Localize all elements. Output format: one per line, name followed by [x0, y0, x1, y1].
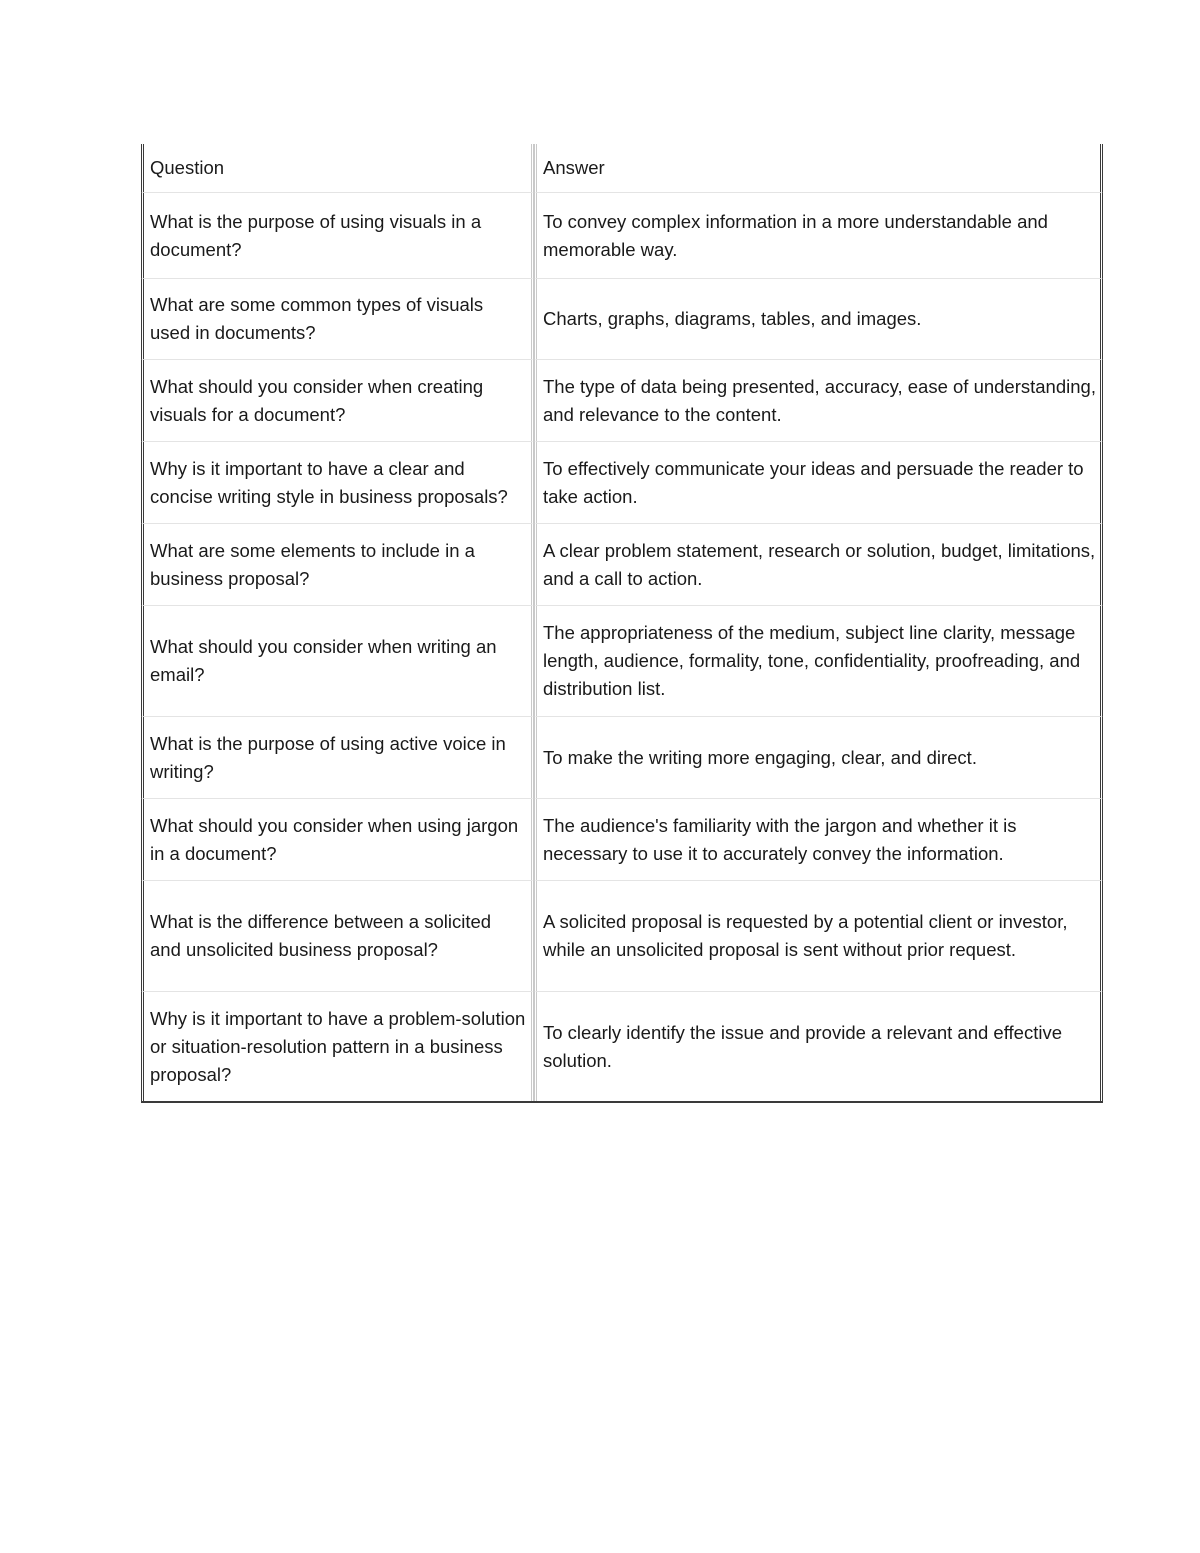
table-header-row: [141, 144, 1103, 193]
table-row: [141, 193, 1103, 279]
question-cell: Why is it important to have a clear and concise writing style in business proposals?: [141, 442, 534, 524]
table-row: [141, 606, 1103, 717]
question-column-header: Question: [141, 144, 534, 193]
table-row: [141, 524, 1103, 606]
answer-cell: A solicited proposal is requested by a potential client or investor, while an unsolicited proposal is sent without prior request.: [534, 881, 1103, 992]
question-cell: What is the purpose of using active voice in writing?: [141, 717, 534, 799]
table-row: [141, 799, 1103, 881]
answer-cell: To clearly identify the issue and provide a relevant and effective solution.: [534, 992, 1103, 1101]
question-cell: What are some common types of visuals used in documents?: [141, 279, 534, 360]
table-row: [141, 360, 1103, 442]
answer-cell: Charts, graphs, diagrams, tables, and images.: [534, 279, 1103, 360]
answer-cell: A clear problem statement, research or solution, budget, limitations, and a call to action.: [534, 524, 1103, 606]
answer-cell: The appropriateness of the medium, subject line clarity, message length, audience, formality, tone, confidentiality, proofreading, and distribution list.: [534, 606, 1103, 717]
question-cell: What should you consider when using jargon in a document?: [141, 799, 534, 881]
answer-cell: To make the writing more engaging, clear, and direct.: [534, 717, 1103, 799]
table-row: [141, 279, 1103, 360]
table-row: [141, 992, 1103, 1101]
qa-table: [141, 144, 1103, 1103]
table-row: [141, 881, 1103, 992]
table-row: [141, 442, 1103, 524]
question-cell: What is the purpose of using visuals in a document?: [141, 193, 534, 279]
table-row: [141, 717, 1103, 799]
answer-cell: To effectively communicate your ideas and persuade the reader to take action.: [534, 442, 1103, 524]
question-cell: Why is it important to have a problem-solution or situation-resolution pattern in a business proposal?: [141, 992, 534, 1101]
question-cell: What are some elements to include in a business proposal?: [141, 524, 534, 606]
question-cell: What should you consider when creating visuals for a document?: [141, 360, 534, 442]
question-cell: What should you consider when writing an email?: [141, 606, 534, 717]
answer-cell: The audience's familiarity with the jargon and whether it is necessary to use it to accurately convey the information.: [534, 799, 1103, 881]
answer-column-header: Answer: [534, 144, 1103, 193]
question-cell: What is the difference between a solicited and unsolicited business proposal?: [141, 881, 534, 992]
answer-cell: The type of data being presented, accuracy, ease of understanding, and relevance to the content.: [534, 360, 1103, 442]
answer-cell: To convey complex information in a more understandable and memorable way.: [534, 193, 1103, 279]
